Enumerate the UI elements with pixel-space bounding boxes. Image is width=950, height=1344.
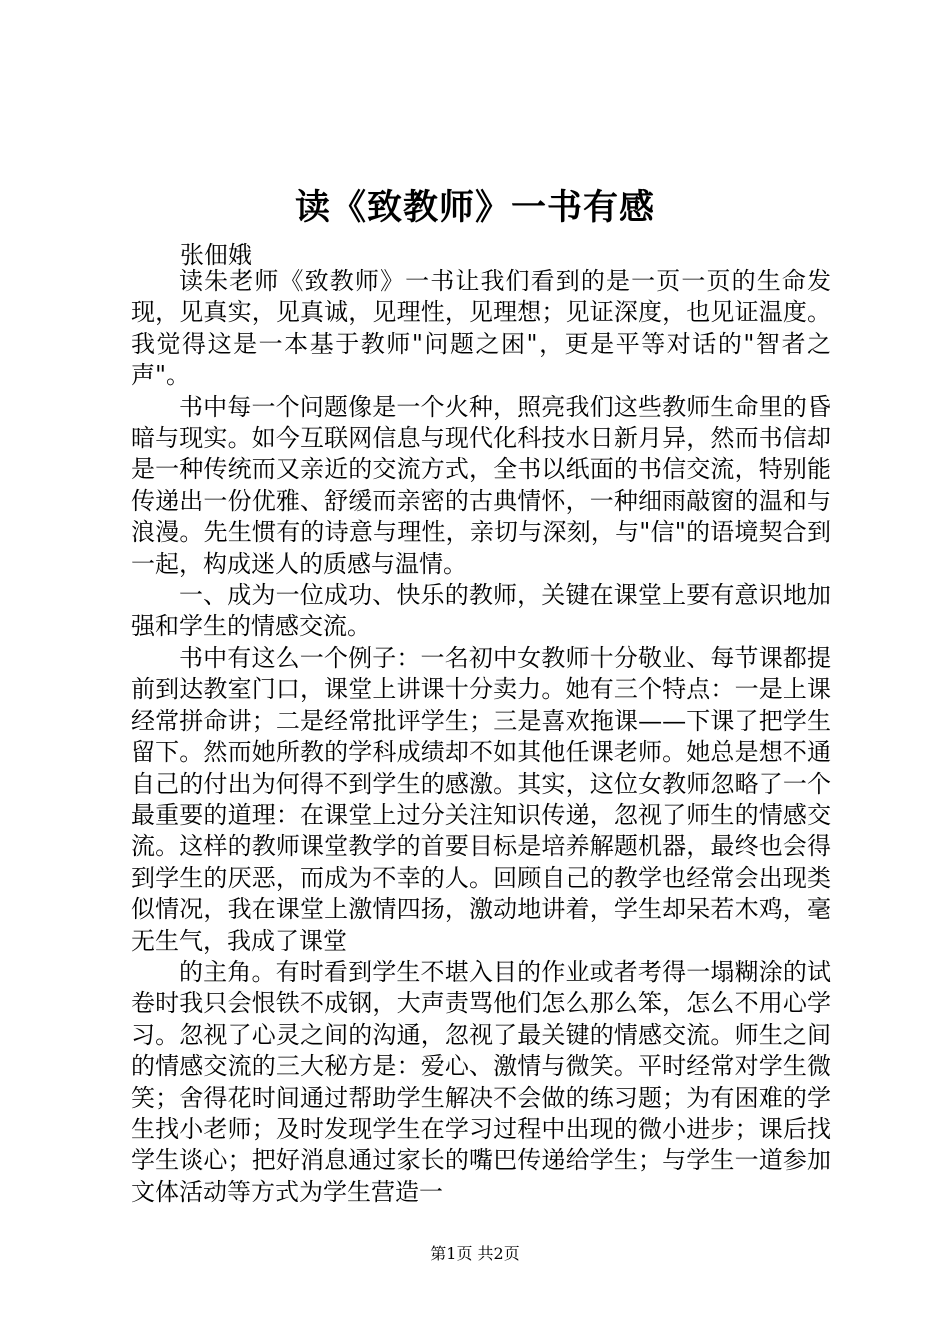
author-name: 张佃娥 — [180, 241, 252, 269]
page-footer: 第1页 共2页 — [430, 1244, 520, 1263]
paragraph: 书中每一个问题像是一个火种，照亮我们这些教师生命里的昏暗与现实。如今互联网信息与现代化科技水日新月异，然而书信却是一种传统而又亲近的交流方式，全书以纸面的书信交流，特别能传递出一份优雅、舒缓而亲密的古典情怀，一种细雨敲窗的温和与浪漫。先生惯有的诗意与理性，亲切与深刻，与"信"的语境契合到一起，构成迷人的质感与温情。 — [131, 392, 831, 578]
document-title: 读《致教师》一书有感 — [294, 187, 655, 228]
paragraph: 的主角。有时看到学生不堪入目的作业或者考得一塌糊涂的试卷时我只会恨铁不成钢，大声责骂他们怎么那么笨，怎么不用心学习。忽视了心灵之间的沟通，忽视了最关键的情感交流。师生之间的情感交流的三大秘方是：爱心、激情与微笑。平时经常对学生微笑；舍得花时间通过帮助学生解决不会做的练习题；为有困难的学生找小老师；及时发现学生在学习过程中出现的微小进步；课后找学生谈心；把好消息通过家长的嘴巴传递给学生；与学生一道参加文体活动等方式为学生营造一 — [131, 957, 831, 1206]
paragraph: 一、成为一位成功、快乐的教师，关键在课堂上要有意识地加强和学生的情感交流。 — [131, 581, 831, 641]
paragraph: 读朱老师《致教师》一书让我们看到的是一页一页的生命发现，见真实，见真诚，见理性，见理想；见证深度，也见证温度。我觉得这是一本基于教师"问题之困"，更是平等对话的"智者之声"。 — [131, 267, 831, 390]
document-body — [131, 266, 831, 1208]
paragraph: 书中有这么一个例子：一名初中女教师十分敬业、每节课都提前到达教室门口，课堂上讲课十分卖力。她有三个特点：一是上课经常拼命讲；二是经常批评学生；三是喜欢拖课——下课了把学生留下。然而她所教的学科成绩却不如其他任课老师。她总是想不通自己的付出为何得不到学生的感激。其实，这位女教师忽略了一个最重要的道理：在课堂上过分关注知识传递，忽视了师生的情感交流。这样的教师课堂教学的首要目标是培养解题机器，最终也会得到学生的厌恶，而成为不幸的人。回顾自己的教学也经常会出现类似情况，我在课堂上激情四扬，激动地讲着，学生却呆若木鸡，毫无生气，我成了课堂 — [131, 643, 831, 955]
